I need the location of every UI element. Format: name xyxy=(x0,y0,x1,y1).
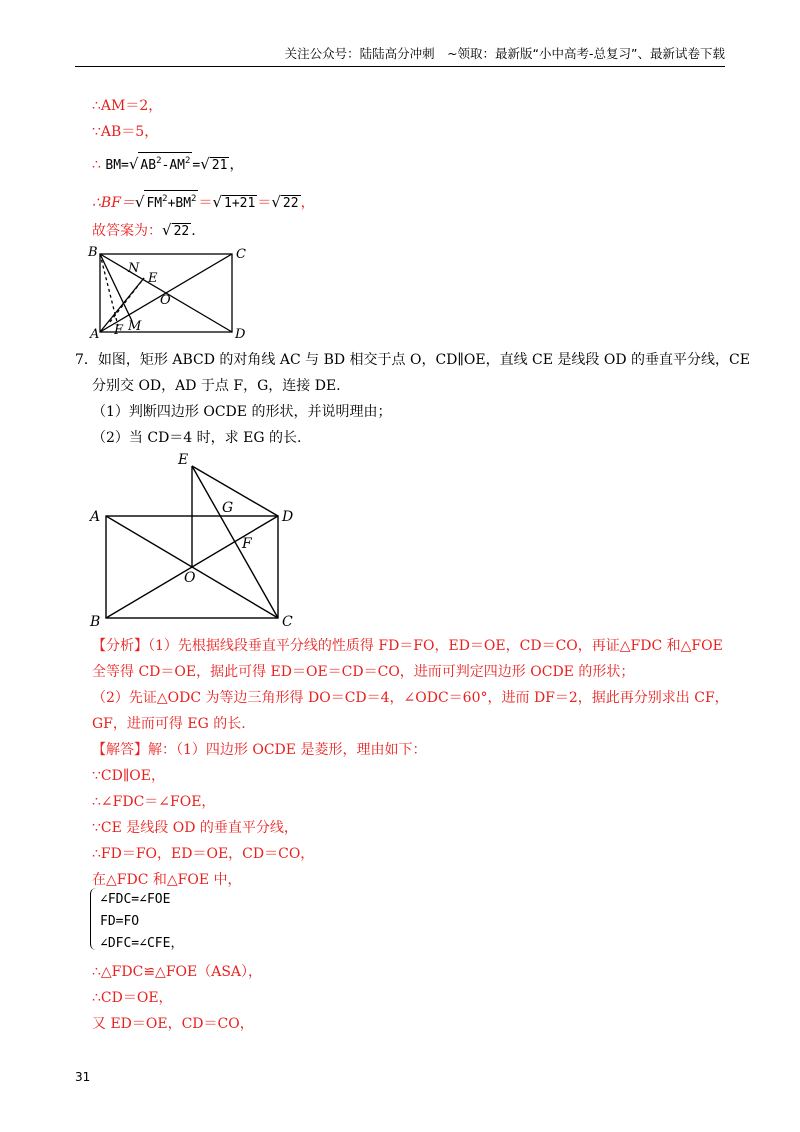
label-o: O xyxy=(160,293,171,308)
bm-label: BM= xyxy=(105,158,129,173)
question-7-part-2: （2）当 CD＝4 时，求 EG 的长. xyxy=(92,430,302,446)
analysis-line-1: 【分析】（1）先根据线段垂直平分线的性质得 FD＝FO，ED＝OE，CD＝CO，再证△FDC 和△FOE xyxy=(92,638,723,654)
question-7-line-2: 分别交 OD，AD 于点 F，G，连接 DE. xyxy=(92,378,341,394)
page-header: 关注公众号：陆陆高分冲刺 ~领取：最新版“小中高考-总复习”、最新试卷下载 xyxy=(75,44,725,67)
label-n: N xyxy=(128,261,140,276)
label-b-2: B xyxy=(90,614,101,628)
figure-rhombus-ocde xyxy=(86,448,300,628)
solution-tag: 【解答】 xyxy=(92,742,148,758)
equals-sign: ＝ xyxy=(257,195,272,211)
answer-line xyxy=(92,220,196,241)
solution-step-9: 又 ED＝OE，CD＝CO， xyxy=(92,1016,254,1032)
solution-line-am: ∴AM＝2， xyxy=(92,98,163,114)
radical-sign-icon: √ xyxy=(271,193,281,211)
label-d: D xyxy=(235,327,246,340)
label-a-2: A xyxy=(90,509,101,525)
radicand-bf: $FM^2+BM^2$ xyxy=(144,190,198,212)
equals-sign: = xyxy=(192,158,201,173)
solution-step-7: ∴△FDC≌△FOE（ASA）， xyxy=(92,964,263,980)
radical-sign-icon: √ xyxy=(128,155,139,173)
label-c: C xyxy=(236,247,246,262)
analysis-line-3: （2）先证△ODC 为等边三角形得 DO＝CD＝4，∠ODC＝60°，进而 DF＝2，据此再分别求出 CF， xyxy=(92,690,729,706)
solution-line-bf xyxy=(92,190,315,213)
label-e: E xyxy=(148,271,158,286)
analysis-line-4: GF，进而可得 EG 的长. xyxy=(92,716,246,732)
radicand-1-21: 1+21 xyxy=(224,196,256,211)
equals-sign: ＝ xyxy=(198,195,213,211)
result-22: 22 xyxy=(282,196,299,211)
solution-line-1: 【解答】解：（1）四边形 OCDE 是菱形，理由如下： xyxy=(92,742,427,758)
label-f: F xyxy=(114,323,124,338)
radical-sign-icon: √ xyxy=(212,193,223,211)
label-o-2: O xyxy=(184,570,196,586)
analysis-tag: 【分析】 xyxy=(92,638,148,654)
solution-step-3: ∴∠FDC＝∠FOE， xyxy=(92,794,216,810)
page-number: 31 xyxy=(75,1070,91,1084)
figure-rectangle-bcda xyxy=(86,244,256,340)
solution-step-2: ∵CD∥OE， xyxy=(92,768,166,784)
question-7-part-1: （1）判断四边形 OCDE 的形状，并说明理由； xyxy=(92,404,392,420)
comma: ， xyxy=(229,157,244,173)
bf-prefix: ∴BF＝ xyxy=(92,195,135,211)
result-21: 21 xyxy=(211,158,228,173)
label-b: B xyxy=(88,245,98,260)
label-m: M xyxy=(128,319,142,334)
answer-prefix: 故答案为： xyxy=(92,223,162,239)
therefore-symbol: ∴ xyxy=(92,157,101,173)
system-line-2: FD=FO xyxy=(100,914,140,929)
label-a: A xyxy=(90,327,100,340)
solution-line-ab: ∵AB＝5， xyxy=(92,124,159,140)
solution-line-bm xyxy=(92,152,243,176)
system-brace xyxy=(90,888,97,950)
label-d-2: D xyxy=(282,509,294,525)
solution-step-8: ∴CD＝OE， xyxy=(92,990,173,1006)
label-c-2: C xyxy=(282,614,293,628)
segment-ed xyxy=(192,466,278,516)
radical-sign-icon: √ xyxy=(200,155,210,173)
radical-sign-icon: √ xyxy=(134,193,145,211)
radicand-bm: $AB^2-AM^2$ xyxy=(138,152,192,174)
system-line-3: ∠DFC=∠CFE， xyxy=(100,936,184,951)
system-line-1: ∠FDC=∠FOE xyxy=(100,892,171,907)
answer-22: 22 xyxy=(173,224,190,239)
question-7-line-1: 7．如图，矩形 ABCD 的对角线 AC 与 BD 相交于点 O，CD∥OE，直线 CE 是线段 OD 的垂直平分线，CE xyxy=(75,352,750,368)
solution-step-6: 在△FDC 和△FOE 中， xyxy=(92,872,242,888)
label-g: G xyxy=(222,500,234,516)
label-f-2: F xyxy=(242,536,252,552)
radical-sign-icon: √ xyxy=(162,221,172,239)
analysis-line-2: 全等得 CD＝OE，据此可得 ED＝OE＝CD＝CO，进而可判定四边形 OCDE 的形状； xyxy=(92,664,635,680)
label-e-2: E xyxy=(178,452,189,468)
segment-ec xyxy=(192,466,278,618)
solution-step-4: ∵CE 是线段 OD 的垂直平分线， xyxy=(92,820,298,836)
comma: ， xyxy=(300,195,315,211)
solution-step-5: ∴FD＝FO，ED＝OE，CD＝CO， xyxy=(92,846,315,862)
period: . xyxy=(191,223,196,239)
